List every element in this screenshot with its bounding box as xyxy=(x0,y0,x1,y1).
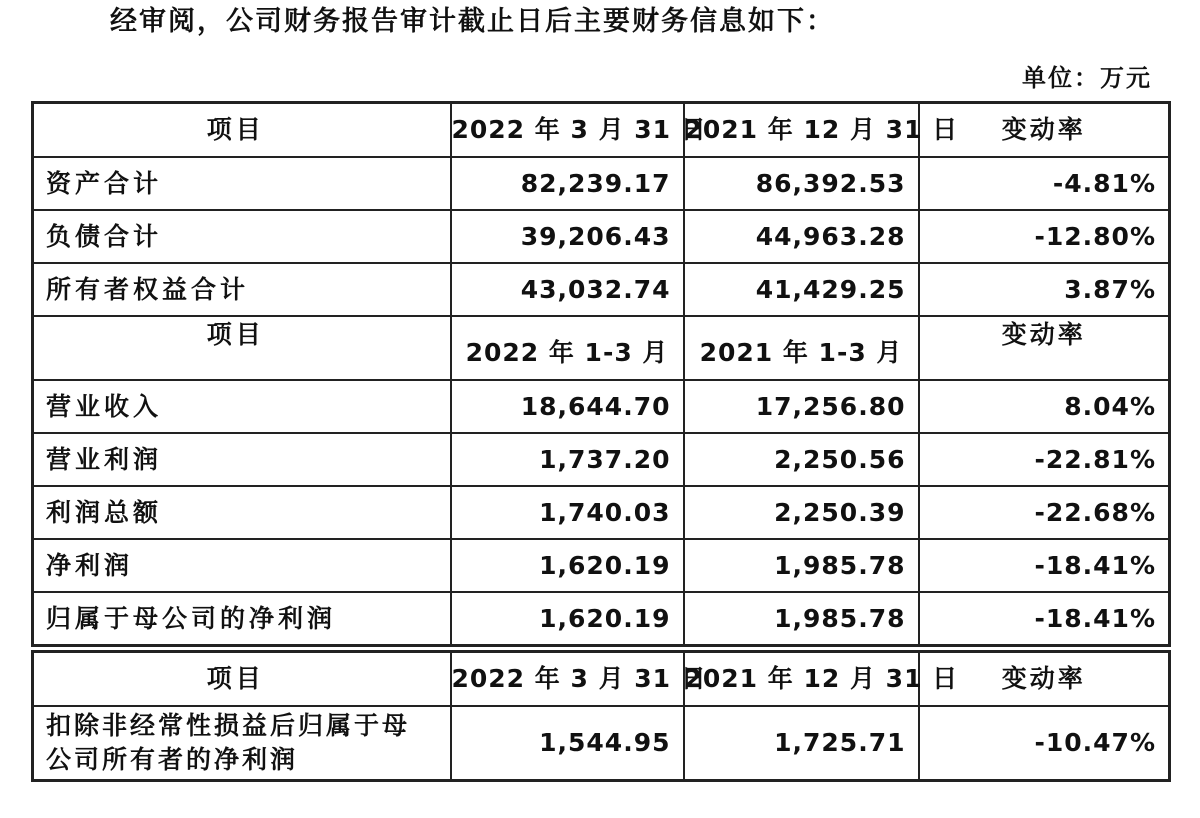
row-value-prior: 2,250.56 xyxy=(684,433,919,486)
row-change-rate: -22.81% xyxy=(919,433,1170,486)
row-value-prior: 2,250.39 xyxy=(684,486,919,539)
financial-table-deducted xyxy=(31,650,1171,782)
table-row xyxy=(33,263,1170,316)
table-header-row xyxy=(33,652,1170,707)
table-subheader-row xyxy=(33,316,1170,380)
row-value-prior: 1,985.78 xyxy=(684,539,919,592)
header-col-2021-12-31: 2021 年 12 月 31 日 xyxy=(684,652,919,707)
row-value-prior: 1,985.78 xyxy=(684,592,919,646)
header-col-2022-03-31: 2022 年 3 月 31 日 xyxy=(451,652,684,707)
row-value-prior: 86,392.53 xyxy=(684,157,919,210)
header-change-rate: 变动率 xyxy=(919,316,1170,380)
row-value-prior: 17,256.80 xyxy=(684,380,919,433)
row-item: 营业收入 xyxy=(33,380,451,433)
header-col-2021-q1: 2021 年 1-3 月 xyxy=(684,316,919,380)
row-value-prior: 1,725.71 xyxy=(684,706,919,781)
row-item: 净利润 xyxy=(33,539,451,592)
table-row xyxy=(33,486,1170,539)
row-change-rate: 3.87% xyxy=(919,263,1170,316)
row-value-prior: 41,429.25 xyxy=(684,263,919,316)
row-value-current: 82,239.17 xyxy=(451,157,684,210)
table-row xyxy=(33,210,1170,263)
row-item: 扣除非经常性损益后归属于母公司所有者的净利润 xyxy=(33,706,451,781)
row-change-rate: -22.68% xyxy=(919,486,1170,539)
row-item: 归属于母公司的净利润 xyxy=(33,592,451,646)
row-item: 负债合计 xyxy=(33,210,451,263)
row-change-rate: -12.80% xyxy=(919,210,1170,263)
table-header-row xyxy=(33,103,1170,158)
row-value-current: 1,740.03 xyxy=(451,486,684,539)
unit-label: 单位：万元 xyxy=(1022,64,1152,92)
header-item: 项目 xyxy=(33,652,451,707)
header-item: 项目 xyxy=(33,316,451,380)
table-row xyxy=(33,157,1170,210)
header-item: 项目 xyxy=(33,103,451,158)
header-col-2021-12-31: 2021 年 12 月 31 日 xyxy=(684,103,919,158)
table-row xyxy=(33,380,1170,433)
row-change-rate: -10.47% xyxy=(919,706,1170,781)
header-change-rate: 变动率 xyxy=(919,652,1170,707)
row-value-current: 1,544.95 xyxy=(451,706,684,781)
table-row xyxy=(33,592,1170,646)
header-col-2022-03-31: 2022 年 3 月 31 日 xyxy=(451,103,684,158)
table-row xyxy=(33,539,1170,592)
row-item: 利润总额 xyxy=(33,486,451,539)
row-value-current: 1,620.19 xyxy=(451,539,684,592)
row-value-current: 18,644.70 xyxy=(451,380,684,433)
table-row xyxy=(33,433,1170,486)
header-col-2022-q1: 2022 年 1-3 月 xyxy=(451,316,684,380)
row-value-current: 1,620.19 xyxy=(451,592,684,646)
row-change-rate: -18.41% xyxy=(919,592,1170,646)
row-value-current: 39,206.43 xyxy=(451,210,684,263)
financial-table-main xyxy=(31,101,1171,647)
row-value-current: 1,737.20 xyxy=(451,433,684,486)
row-item: 所有者权益合计 xyxy=(33,263,451,316)
table-row xyxy=(33,706,1170,781)
intro-text: 经审阅，公司财务报告审计截止日后主要财务信息如下： xyxy=(110,6,835,37)
row-change-rate: -4.81% xyxy=(919,157,1170,210)
row-value-prior: 44,963.28 xyxy=(684,210,919,263)
row-item: 营业利润 xyxy=(33,433,451,486)
row-item: 资产合计 xyxy=(33,157,451,210)
row-value-current: 43,032.74 xyxy=(451,263,684,316)
header-change-rate: 变动率 xyxy=(919,103,1170,158)
row-change-rate: 8.04% xyxy=(919,380,1170,433)
row-change-rate: -18.41% xyxy=(919,539,1170,592)
